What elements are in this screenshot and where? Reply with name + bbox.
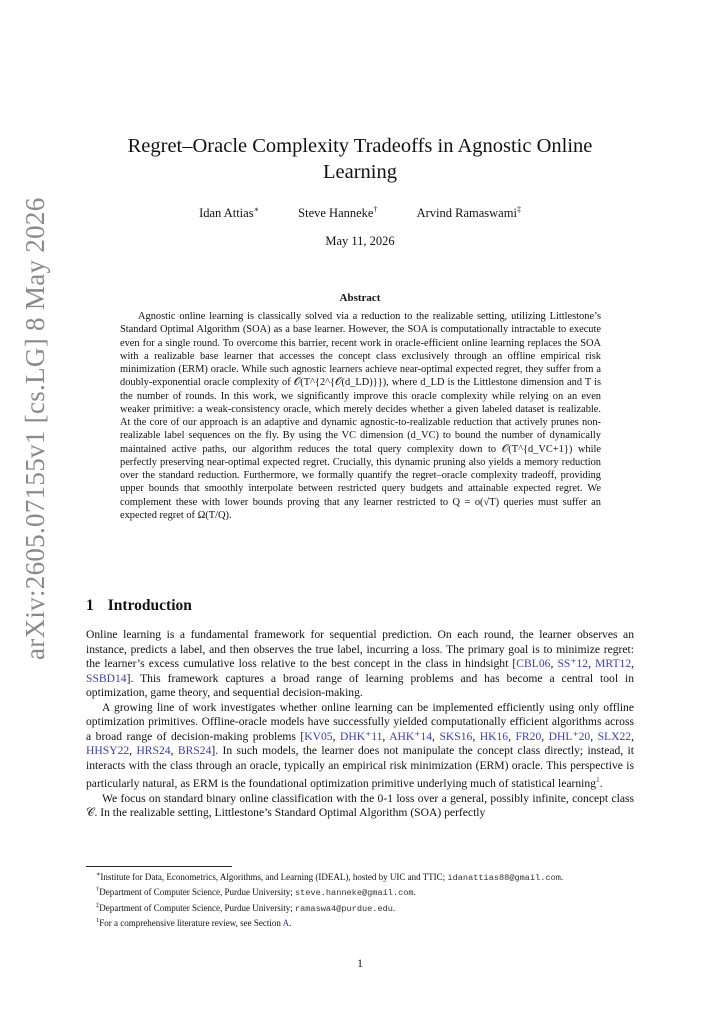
paragraph-2: A growing line of work investigates whether online learning can be implemented efficiently using only offline optimization primitives. Offline-oracle models have successfully yielded computationally efficient algorithms across a broad range of decision-making problems [KV05, DHK⁺11, AHK⁺14, SKS16, HK16, FR20, DHL⁺20, SLX22, HHSY22, HRS24, BRS24]. In such models, the learner does not manipulate the concept class directly; instead, it interacts with the class through an oracle, typically an empirical risk minimization (ERM) oracle. This perspective is particularly natural, as ERM is the foundational optimization primitive underlying much of statistical learning$^1$. bbox=[86, 700, 635, 791]
citation-link[interactable]: MRT12 bbox=[595, 657, 632, 671]
footnote-divider bbox=[86, 866, 232, 867]
publication-date: May 11, 2026 bbox=[325, 234, 395, 248]
citation-link[interactable]: HHSY22 bbox=[86, 744, 130, 758]
footnote-1: ∗Institute for Data, Econometrics, Algorithms, and Learning (IDEAL), hosted by UIC and TTIC; idanattias88@gmail.com. bbox=[96, 871, 564, 883]
footnote-2: †Department of Computer Science, Purdue University; steve.hanneke@gmail.com. bbox=[96, 886, 416, 899]
abstract-text: Agnostic online learning is classically solved via a reduction to the realizable setting, utilizing Littlestone’s Standard Optimal Algorithm (SOA) as a base learner. However, the SOA is computationally intractable to execute even for a single round. To overcome this barrier, recent work in oracle-efficient online learning replaces the SOA with a realizable base learner that accesses the concept class exclusively through an offline empirical risk minimization (ERM) oracle. While such agnostic learners achieve near-optimal expected regret, they suffer from a doubly-exponential oracle complexity of 𝒪(T^{2^{𝒪(d_LD)}}), where d_LD is the Littlestone dimension and T is the number of rounds. In this work, we significantly improve this oracle complexity while relying on an even weaker primitive: a weak-consistency oracle, which merely decides whether a given labeled dataset is realizable. At the core of our approach is an adaptive and dynamic agnostic-to-realizable reduction that actively prunes non-realizable label sequences on the fly. By using the VC dimension (d_VC) to bound the number of dynamically maintained active paths, our algorithm reduces the total query complexity down to 𝒪(T^{d_VC+1}) while perfectly preserving near-optimal expected regret. Crucially, this dynamic pruning also yields a memory reduction over the standard reduction. Furthermore, we formally quantify the regret–oracle complexity tradeoff, providing upper bounds that smoothly interpolate between restricted query budgets and attainable expected regret. We complement these with lower bounds proving that any learner restricted to Q = o(√T) queries must suffer an expected regret of Ω(T/Q). bbox=[120, 311, 601, 521]
citation-link[interactable]: SS⁺12 bbox=[557, 657, 589, 671]
author-3: Arvind Ramaswami‡ bbox=[416, 205, 521, 221]
section-link[interactable]: A bbox=[282, 918, 290, 929]
author-2: Steve Hanneke† bbox=[298, 205, 378, 221]
citation-link[interactable]: SLX22 bbox=[597, 729, 632, 743]
author-1: Idan Attias∗ bbox=[199, 205, 260, 221]
citation-link[interactable]: HK16 bbox=[479, 729, 509, 743]
citation-link[interactable]: AHK⁺14 bbox=[389, 729, 433, 743]
citation-link[interactable]: KV05 bbox=[304, 729, 333, 743]
paragraph-3: We focus on standard binary online classification with the 0-1 loss over a general, possibly infinite, concept class 𝒞. In the realizable setting, Littlestone’s Standard Optimal Algorithm (SOA) perfectly bbox=[86, 791, 634, 820]
introduction-body bbox=[86, 628, 634, 821]
abstract-heading: Abstract bbox=[339, 292, 381, 304]
email-link[interactable]: idanattias88@gmail.com bbox=[447, 873, 561, 883]
footnote-4: $^1$For a comprehensive literature review, see Section A. bbox=[96, 917, 292, 929]
footnote-link[interactable]: 1 bbox=[596, 775, 600, 785]
section-number: 1 bbox=[86, 597, 94, 614]
paper-title: Regret–Oracle Complexity Tradeoffs in Agnostic Online Learning bbox=[127, 135, 593, 183]
citation-link[interactable]: CBL06 bbox=[516, 657, 551, 671]
author-list bbox=[100, 205, 620, 221]
footnotes bbox=[86, 869, 634, 930]
page-number: 1 bbox=[357, 958, 363, 970]
paragraph-1: Online learning is a fundamental framework for sequential prediction. On each round, the learner observes an instance, predicts a label, and then observes the true label, incurring a loss. The primary goal is to minimize regret: the learner’s excess cumulative loss relative to the best concept in the class in hindsight [CBL06, SS⁺12, MRT12, SSBD14]. This framework captures a broad range of learning problems and has become a central tool in optimization, game theory, and sequential decision-making. bbox=[86, 628, 635, 700]
email-link[interactable]: steve.hanneke@gmail.com bbox=[294, 888, 414, 899]
citation-link[interactable]: SSBD14 bbox=[86, 671, 127, 685]
citation-link[interactable]: DHK⁺11 bbox=[340, 729, 383, 743]
citation-link[interactable]: DHL⁺20 bbox=[548, 729, 591, 743]
citation-link[interactable]: HRS24 bbox=[136, 744, 171, 758]
arxiv-identifier: arXiv:2605.07155v1 [cs.LG] 8 May 2026 bbox=[20, 197, 50, 660]
section-heading bbox=[86, 597, 192, 615]
citation-link[interactable]: FR20 bbox=[515, 729, 542, 743]
section-title: Introduction bbox=[107, 597, 192, 614]
footnote-3: ‡Department of Computer Science, Purdue University; ramaswa4@purdue.edu. bbox=[96, 901, 396, 914]
email-link[interactable]: ramaswa4@purdue.edu bbox=[294, 903, 393, 914]
citation-link[interactable]: BRS24 bbox=[177, 744, 212, 758]
citation-link[interactable]: SKS16 bbox=[439, 729, 473, 743]
